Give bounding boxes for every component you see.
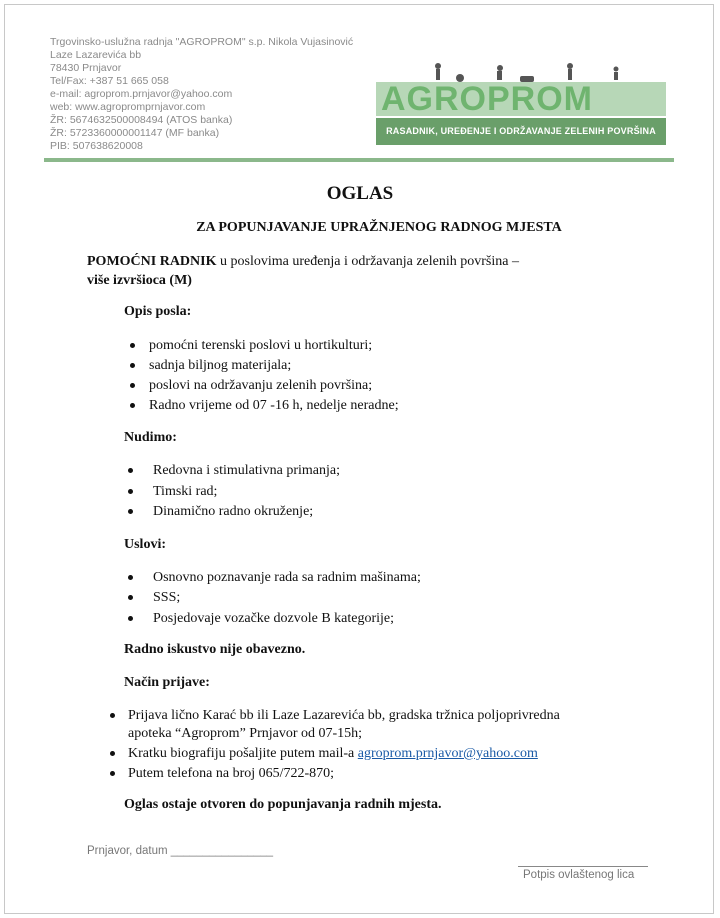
section-heading-prijava: Način prijave: xyxy=(124,675,210,690)
list-item: Timski rad; xyxy=(153,484,218,499)
place-date: Prnjavor, datum ________________ xyxy=(87,845,274,857)
bullet-icon xyxy=(110,713,115,718)
section-heading-opis: Opis posla: xyxy=(124,304,192,319)
closing-statement: Oglas ostaje otvoren do popunjavanja radnih mjesta. xyxy=(124,797,442,812)
bullet-icon xyxy=(128,468,133,473)
list-item: pomoćni terenski poslovi u hortikulturi; xyxy=(149,338,373,353)
signature-label: Potpis ovlaštenog lica xyxy=(523,869,635,881)
list-item: Radno vrijeme od 07 -16 h, nedelje neradne; xyxy=(149,398,399,413)
bullet-icon xyxy=(110,771,115,776)
list-item: Osnovno poznavanje rada sa radnim mašinama; xyxy=(153,570,421,585)
bullet-icon xyxy=(130,383,135,388)
position-description: u poslovima uređenja i održavanja zelenih površina – xyxy=(216,254,519,269)
company-phone: Tel/Fax: +387 51 665 058 xyxy=(50,75,169,87)
list-item: SSS; xyxy=(153,590,181,605)
company-account-2: ŽR: 5723360000001147 (MF banka) xyxy=(50,127,220,139)
list-item: Posjedovaje vozačke dozvole B kategorije; xyxy=(153,611,395,626)
bullet-icon xyxy=(128,575,133,580)
document-subtitle: ZA POPUNJAVANJE UPRAŽNJENOG RADNOG MJESTA xyxy=(196,220,562,235)
bullet-icon xyxy=(130,403,135,408)
company-name: Trgovinsko-uslužna radnja "AGROPROM" s.p. Nikola Vujasinović xyxy=(50,36,354,48)
company-email: e-mail: agroprom.prnjavor@yahoo.com xyxy=(50,88,233,100)
bullet-icon xyxy=(130,343,135,348)
bullet-icon xyxy=(130,363,135,368)
section-heading-uslovi: Uslovi: xyxy=(124,537,166,552)
email-link[interactable]: agroprom.prnjavor@yahoo.com xyxy=(357,746,538,761)
document-title: OGLAS xyxy=(326,183,394,204)
experience-note: Radno iskustvo nije obavezno. xyxy=(124,642,306,657)
signature-line xyxy=(518,866,648,867)
bullet-icon xyxy=(128,595,133,600)
bullet-icon xyxy=(110,751,115,756)
list-item: Prijava lično Karać bb ili Laze Lazarevića bb, gradska tržnica poljoprivredna xyxy=(128,708,560,723)
list-item xyxy=(128,745,538,763)
position-name: POMOĆNI RADNIK xyxy=(87,254,217,269)
bullet-icon xyxy=(128,489,133,494)
company-pib: PIB: 507638620008 xyxy=(50,140,143,152)
company-web: web: www.agropromprnjavor.com xyxy=(50,101,206,113)
email-instruction: Kratku biografiju pošaljite putem mail-a xyxy=(128,746,358,761)
company-city: 78430 Prnjavor xyxy=(50,62,122,74)
position-line-1 xyxy=(87,253,519,271)
list-item: Redovna i stimulativna primanja; xyxy=(153,463,341,478)
company-account-1: ŽR: 5674632500008494 (ATOS banka) xyxy=(50,114,233,126)
bullet-icon xyxy=(128,509,133,514)
list-item: Putem telefona na broj 065/722-870; xyxy=(128,766,335,781)
section-heading-nudimo: Nudimo: xyxy=(124,430,177,445)
list-item-continuation: apoteka “Agroprom” Prnjavor od 07-15h; xyxy=(128,726,363,741)
header-divider xyxy=(44,158,674,162)
logo-wordmark: AGROPROM xyxy=(381,80,593,118)
list-item: sadnja biljnog materijala; xyxy=(149,358,292,373)
logo-tagline: RASADNIK, UREĐENJE I ODRŽAVANJE ZELENIH POVRŠINA xyxy=(386,126,656,136)
list-item: Dinamično radno okruženje; xyxy=(153,504,314,519)
list-item: poslovi na održavanju zelenih površina; xyxy=(149,378,373,393)
bullet-icon xyxy=(128,616,133,621)
position-line-2: više izvršioca (M) xyxy=(87,273,192,288)
company-address: Laze Lazarevića bb xyxy=(50,49,142,61)
